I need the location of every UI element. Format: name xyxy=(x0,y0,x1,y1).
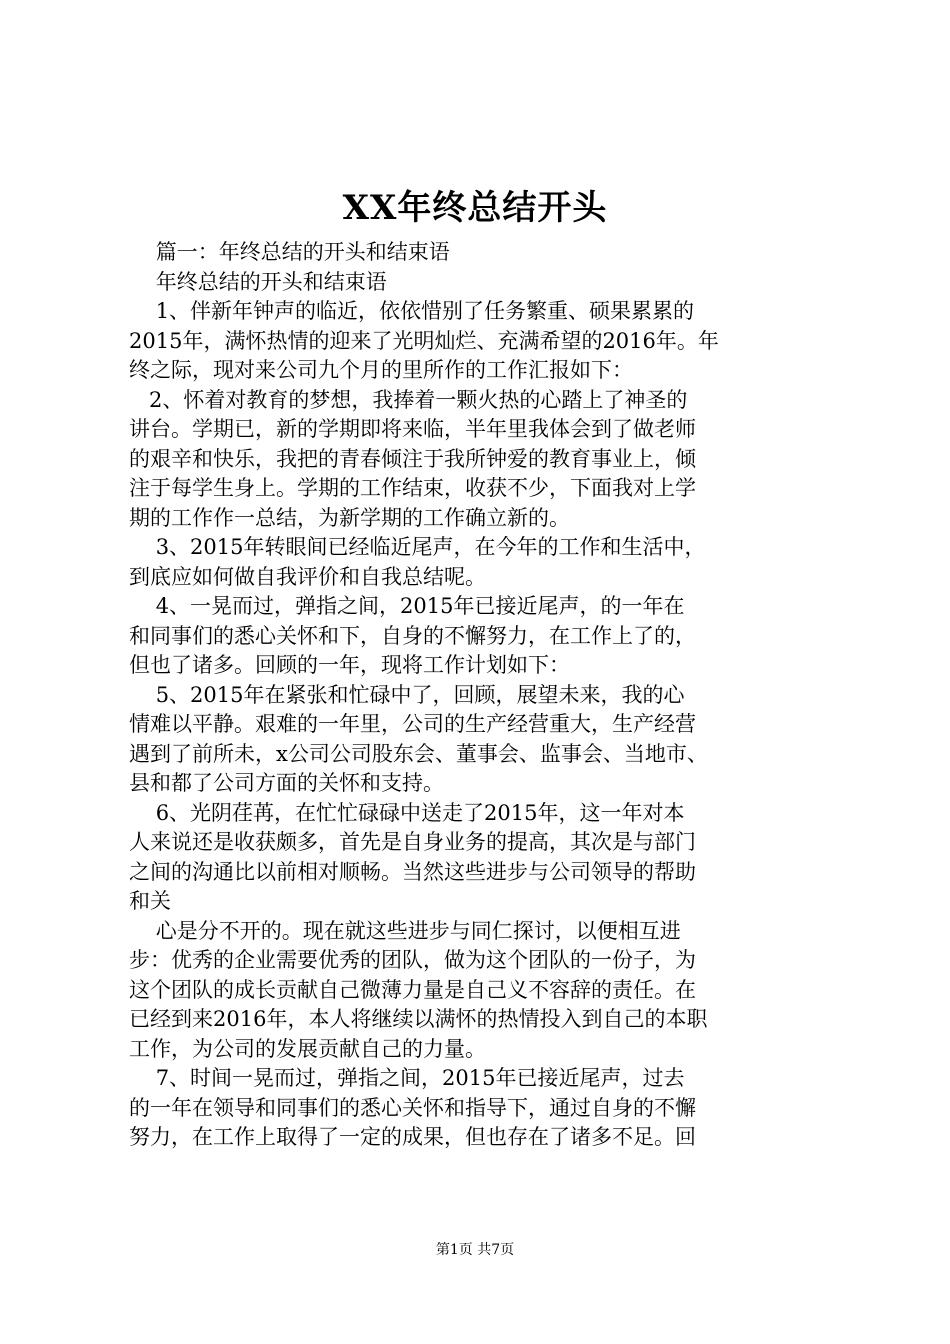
text-line: 1、伴新年钟声的临近，依依惜别了任务繁重、硕果累累的 xyxy=(129,299,695,323)
document-title: XX年终总结开头 xyxy=(342,188,608,228)
text-line: 但也了诸多。回顾的一年，现将工作计划如下： xyxy=(129,653,570,677)
text-line: 和同事们的悉心关怀和下，自身的不懈努力，在工作上了的， xyxy=(129,623,696,648)
text-line: 的一年在领导和同事们的悉心关怀和指导下，通过自身的不懈 xyxy=(129,1095,696,1120)
text-line: 终之际，现对来公司九个月的里所作的工作汇报如下： xyxy=(129,358,633,382)
text-line: 2015年，满怀热情的迎来了光明灿烂、充满希望的2016年。年 xyxy=(129,328,719,353)
text-line: 和关 xyxy=(129,889,171,913)
page-footer: 第1页 共7页 xyxy=(435,1242,515,1258)
text-line: 之间的沟通比以前相对顺畅。当然这些进步与公司领导的帮助 xyxy=(129,859,696,884)
text-line: 县和都了公司方面的关怀和支持。 xyxy=(129,771,444,795)
text-line: 心是分不开的。现在就这些进步与同仁探讨，以便相互进 xyxy=(129,918,681,943)
text-line: 7、时间一晃而过，弹指之间，2015年已接近尾声，过去 xyxy=(129,1066,685,1090)
text-line: 这个团队的成长贡献自己微薄力量是自己义不容辞的责任。在 xyxy=(129,977,696,1002)
text-line: 年终总结的开头和结束语 xyxy=(129,269,387,294)
document-body xyxy=(129,238,833,1153)
text-line: 4、一晃而过，弹指之间，2015年已接近尾声，的一年在 xyxy=(129,594,685,618)
text-line: 到底应如何做自我评价和自我总结呢。 xyxy=(129,564,486,589)
text-line: 步：优秀的企业需要优秀的团队，做为这个团队的一份子，为 xyxy=(129,948,696,972)
text-line: 情难以平静。艰难的一年里，公司的生产经营重大，生产经营 xyxy=(129,712,696,736)
text-line: 人来说还是收获颇多，首先是自身业务的提高，其次是与部门 xyxy=(129,830,696,854)
text-line: 讲台。学期已，新的学期即将来临，半年里我体会到了做老师 xyxy=(129,417,696,441)
text-line: 2、怀着对教育的梦想，我捧着一颗火热的心踏上了神圣的 xyxy=(129,387,688,412)
text-line: 3、2015年转眼间已经临近尾声，在今年的工作和生活中， xyxy=(129,535,706,559)
text-line: 6、光阴荏苒，在忙忙碌碌中送走了2015年，这一年对本 xyxy=(129,800,685,825)
text-line: 期的工作作一总结，为新学期的工作确立新的。 xyxy=(129,505,570,530)
text-line: 的艰辛和快乐，我把的青春倾注于我所钟爱的教育事业上，倾 xyxy=(129,446,696,471)
text-line: 注于每学生身上。学期的工作结束，收获不少，下面我对上学 xyxy=(129,476,696,500)
text-line: 篇一：年终总结的开头和结束语 xyxy=(129,240,450,264)
text-line: 工作，为公司的发展贡献自己的力量。 xyxy=(129,1036,486,1061)
text-line: 5、2015年在紧张和忙碌中了，回顾，展望未来，我的心 xyxy=(129,682,685,707)
text-line: 遇到了前所未，x公司公司股东会、董事会、监事会、当地市、 xyxy=(129,741,708,766)
text-line: 努力，在工作上取得了一定的成果，但也存在了诸多不足。回 xyxy=(129,1125,696,1149)
text-line: 已经到来2016年，本人将继续以满怀的热情投入到自己的本职 xyxy=(129,1007,708,1031)
